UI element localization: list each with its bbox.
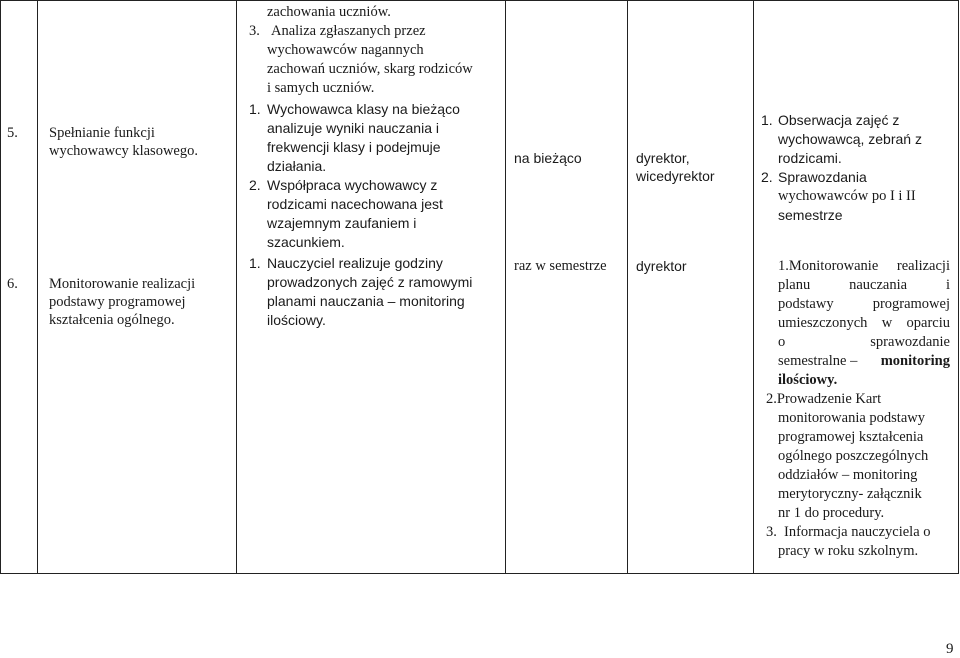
evidence-line: programowej kształcenia	[778, 429, 924, 445]
task-line: szacunkiem.	[267, 234, 345, 250]
task-line: wychowawców nagannych	[267, 42, 424, 58]
task-line: wzajemnym zaufaniem i	[267, 215, 417, 231]
number-column	[1, 1, 38, 574]
responsible-text: dyrektor,	[636, 150, 690, 166]
task-line: Wychowawca klasy na bieżąco	[267, 101, 460, 117]
task-line: działania.	[267, 158, 327, 174]
task-line: zachowań uczniów, skarg rodziców	[267, 61, 473, 77]
task-number: 1.	[249, 101, 261, 117]
activity-text: kształcenia ogólnego.	[49, 312, 175, 328]
term-text: na bieżąco	[514, 150, 582, 166]
evidence-line: o sprawozdanie	[778, 334, 950, 350]
evidence-line: nr 1 do procedury.	[778, 505, 885, 521]
task-number: 3.	[249, 23, 260, 39]
row-number-5: 5.	[7, 125, 18, 141]
task-line: rodzicami nacechowana jest	[267, 196, 443, 212]
responsible-column	[628, 1, 754, 574]
task-line: prowadzonych zajęć z ramowymi	[267, 274, 473, 290]
evidence-number: 2.	[761, 169, 773, 185]
task-line: Analiza zgłaszanych przez	[271, 23, 426, 39]
evidence-line: ilościowy.	[778, 372, 838, 388]
evidence-line: planu nauczania i	[778, 277, 950, 293]
task-number: 1.	[249, 255, 261, 271]
task-line: ilościowy.	[267, 312, 326, 328]
evidence-line: oddziałów – monitoring	[778, 467, 918, 483]
evidence-line: Sprawozdania	[778, 169, 867, 185]
tasks-column	[237, 1, 506, 574]
responsible-text: dyrektor	[636, 258, 687, 274]
evidence-line: wychowawcą, zebrań z	[778, 131, 922, 147]
evidence-line: umieszczonych w oparciu	[778, 315, 950, 331]
row-number-6: 6.	[7, 276, 18, 292]
activity-text: wychowawcy klasowego.	[49, 143, 198, 159]
responsible-text: wicedyrektor	[636, 168, 715, 184]
task-line: Nauczyciel realizuje godziny	[267, 255, 443, 271]
activity-text: Monitorowanie realizacji	[49, 276, 196, 292]
task-number: 2.	[249, 177, 261, 193]
task-line: analizuje wyniki nauczania i	[267, 120, 439, 136]
task-line: planami nauczania – monitoring	[267, 293, 465, 309]
evidence-line: podstawy programowej	[778, 296, 950, 312]
evidence-number: 3.	[766, 524, 777, 540]
evidence-line: ogólnego poszczególnych	[778, 448, 929, 464]
evidence-column	[754, 1, 959, 574]
evidence-line: monitorowania podstawy	[778, 410, 925, 426]
evidence-line: 2.Prowadzenie Kart	[766, 391, 882, 407]
evidence-line: 1.Monitorowanie realizacji	[778, 258, 950, 274]
evidence-line: rodzicami.	[778, 150, 842, 166]
evidence-line: pracy w roku szkolnym.	[778, 543, 919, 559]
evidence-line: Obserwacja zajęć z	[778, 112, 900, 128]
task-line: Współpraca wychowawcy z	[267, 177, 438, 193]
evidence-line: semestrze	[778, 207, 843, 223]
term-text: raz w semestrze	[514, 258, 607, 274]
task-line: zachowania uczniów.	[267, 4, 391, 20]
activity-text: Spełnianie funkcji	[49, 125, 155, 141]
evidence-line: Informacja nauczyciela o	[784, 524, 931, 540]
task-line: frekwencji klasy i podejmuje	[267, 139, 441, 155]
activity-text: podstawy programowej	[49, 294, 186, 310]
evidence-line: wychowawców po I i II	[778, 188, 916, 204]
term-column	[506, 1, 628, 574]
table-row	[1, 1, 959, 574]
page-number: 9	[946, 641, 954, 657]
evidence-number: 1.	[761, 112, 773, 128]
activity-column	[38, 1, 237, 574]
evidence-line: semestralne – monitoring	[778, 353, 950, 369]
evidence-line: merytoryczny- załącznik	[778, 486, 922, 502]
task-line: i samych uczniów.	[267, 80, 375, 96]
